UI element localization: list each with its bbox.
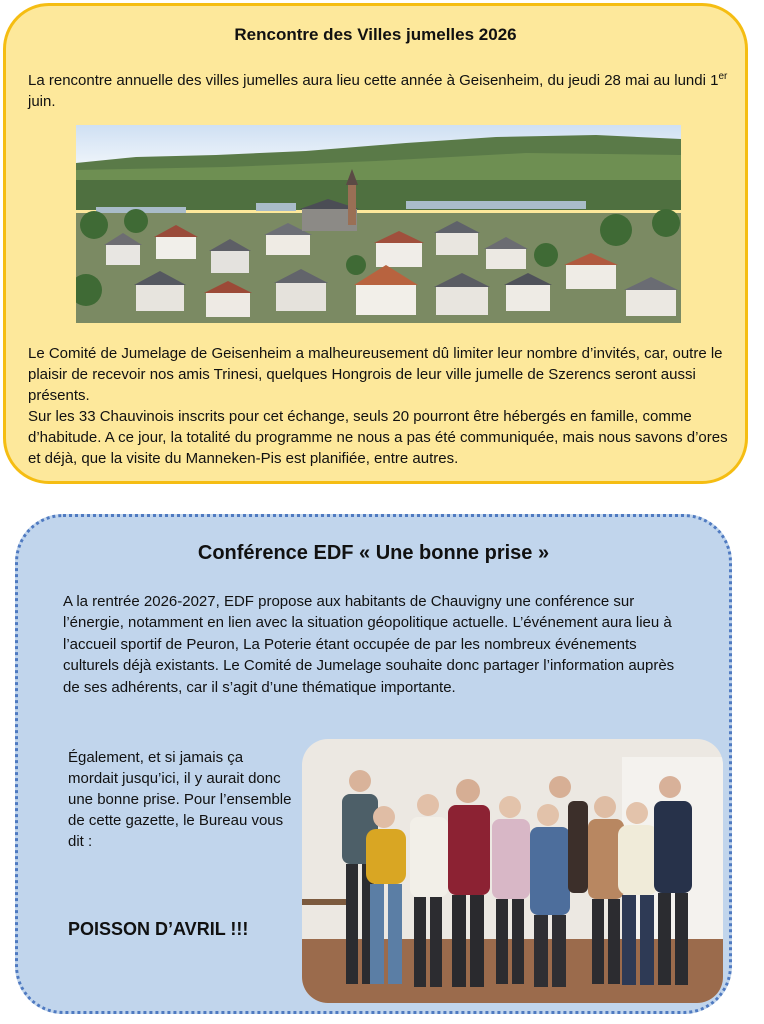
edf-conference-intro: A la rentrée 2026-2027, EDF propose aux habitants de Chauvigny une conférence sur l’énergie, notamment en lien avec la situation géopolitique actuelle. L’événement aura lieu à l’accueil sportif de Peuron, La Poterie étant occupée de par les nombreux événements culturels déjà existants. Le Comité de Jumelage souhaite donc partager l’information auprès de ses adhérents, car il s’agit d’une thématique importante.	[63, 593, 675, 696]
twin-towns-intro: La rencontre annuelle des villes jumelles aura lieu cette année à Geisenheim, du jeudi 28 mai au lundi 1er juin.	[28, 71, 728, 110]
twin-towns-box	[3, 3, 748, 484]
twin-towns-title: Rencontre des Villes jumelles 2026	[234, 25, 517, 44]
april-fool-punchline: POISSON D’AVRIL !!!	[68, 919, 249, 939]
twin-towns-para-1: Le Comité de Jumelage de Geisenheim a malheureusement dû limiter leur nombre d’invités, car, outre le plaisir de recevoir nos amis Trinesi, quelques Hongrois de leur ville jumelle de Szerencs seront aussi présents.	[28, 345, 723, 404]
twin-towns-para-2: Sur les 33 Chauvinois inscrits pour cet échange, seuls 20 pourront être hébergés en famille, comme d’habitude. A ce jour, la totalité du programme ne nous a pas été communiquée, mais nous savons d’ores et déjà, que la visite du Manneken-Pis est planifiée, entre autres.	[28, 408, 728, 467]
edf-conference-aside: Également, et si jamais ça mordait jusqu’ici, il y aurait donc une bonne prise. Pour l’ensemble de cette gazette, le Bureau vous dit :	[68, 749, 292, 850]
edf-conference-title: Conférence EDF « Une bonne prise »	[197, 542, 550, 564]
twin-towns-body	[28, 343, 740, 469]
geisenheim-panorama-image	[76, 125, 681, 323]
committee-group-photo	[302, 739, 723, 1003]
edf-conference-box	[15, 514, 732, 1014]
